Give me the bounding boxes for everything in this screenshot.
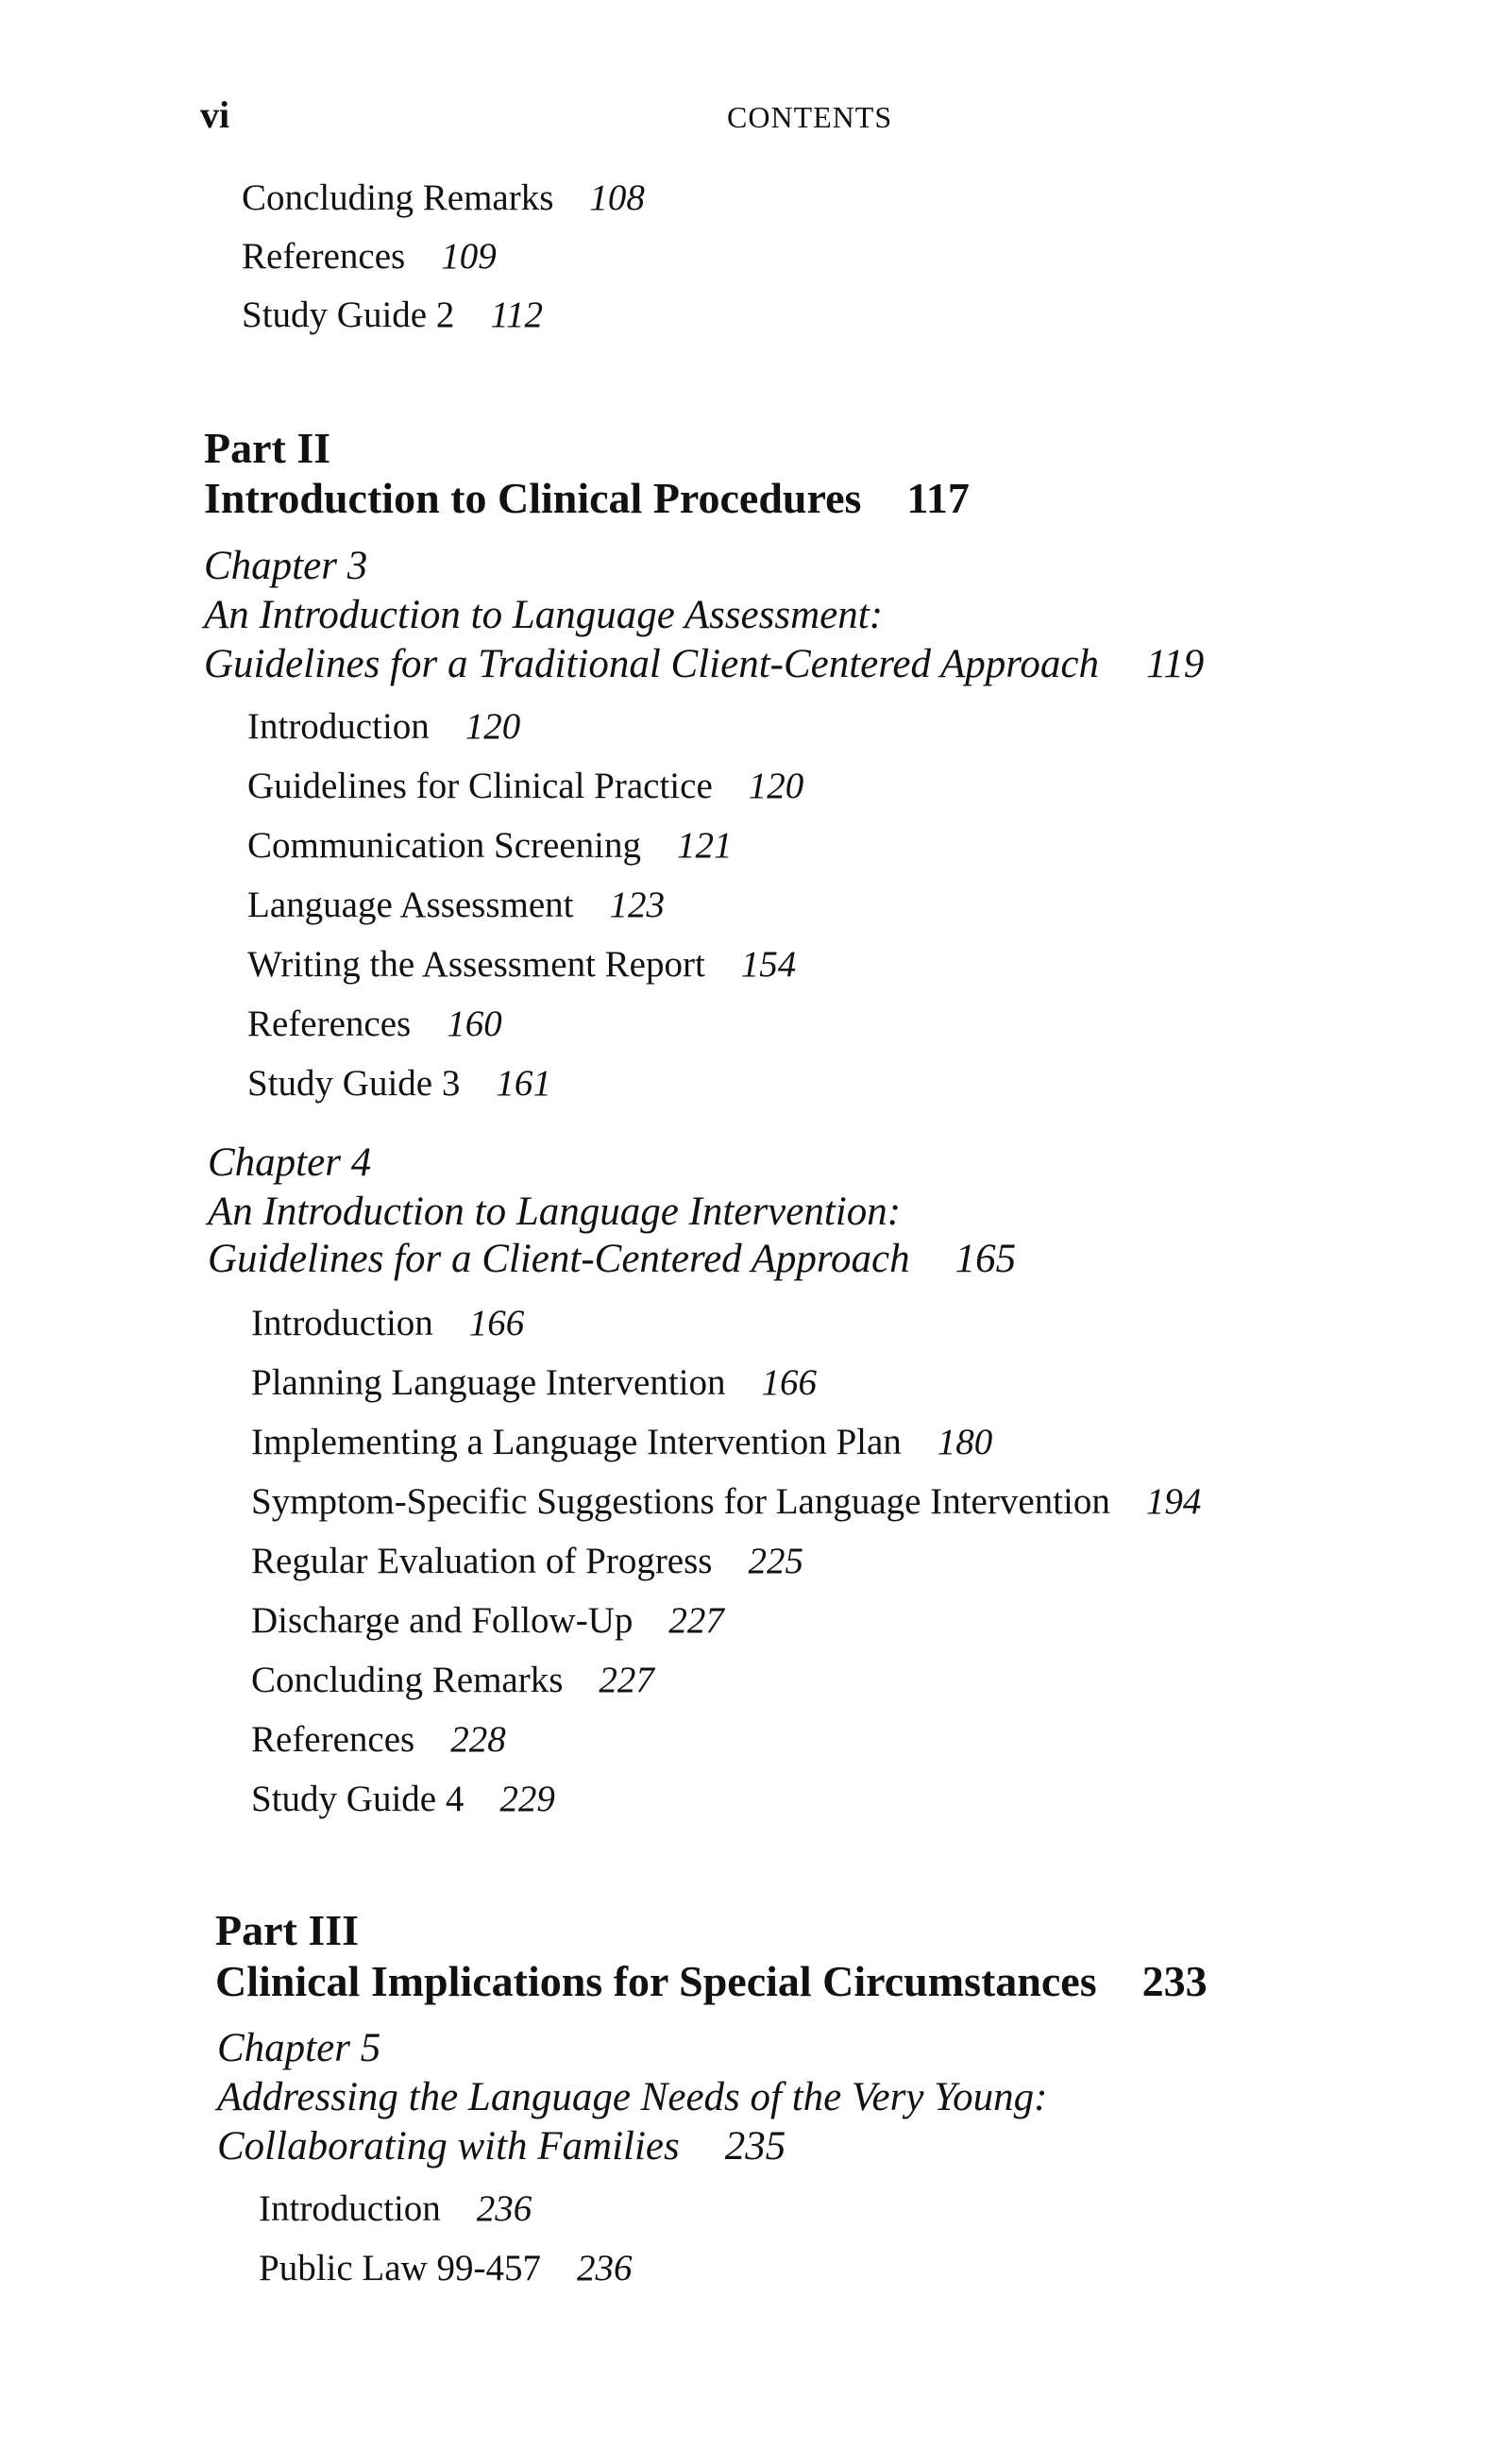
toc-entry: [247, 827, 733, 864]
toc-entry-title: Study Guide 3: [247, 1063, 461, 1104]
toc-entry: [247, 768, 803, 804]
toc-entry-title: Planning Language Intervention: [251, 1362, 726, 1403]
toc-entry-title: Concluding Remarks: [242, 177, 554, 218]
toc-entry-title: Symptom-Specific Suggestions for Language Intervention: [251, 1481, 1110, 1522]
toc-entry: [242, 296, 543, 333]
toc-entry-title: Introduction: [259, 2188, 441, 2229]
toc-entry-title: Discharge and Follow-Up: [251, 1600, 634, 1641]
toc-entry-page: 225: [748, 1541, 803, 1581]
toc-entry-page: 112: [490, 295, 543, 335]
toc-entry-title: Introduction: [247, 706, 430, 747]
toc-entry: [251, 1424, 992, 1460]
toc-entry: [247, 708, 520, 745]
toc-entry-page: 227: [668, 1600, 724, 1641]
toc-entry-page: 121: [677, 825, 733, 866]
part-title-text: Clinical Implications for Special Circumstances: [215, 1957, 1097, 2005]
running-head: [0, 93, 1487, 149]
toc-entry-title: Implementing a Language Intervention Plan: [251, 1422, 902, 1462]
toc-entry-page: 161: [496, 1063, 551, 1104]
toc-entry-title: Public Law 99-457: [259, 2248, 541, 2288]
toc-entry-title: Concluding Remarks: [251, 1660, 564, 1700]
chapter-title-line1: An Introduction to Language Intervention:: [208, 1190, 902, 1234]
toc-entry-title: References: [251, 1719, 415, 1760]
chapter-page: 235: [724, 2124, 786, 2169]
running-head-title: CONTENTS: [727, 100, 893, 134]
toc-entry: [247, 1005, 502, 1042]
toc-entry-page: 227: [599, 1660, 654, 1700]
toc-entry-page: 160: [447, 1004, 502, 1044]
chapter-title-line1: An Introduction to Language Assessment:: [204, 593, 884, 637]
toc-entry-page: 194: [1145, 1481, 1202, 1522]
part-title: [204, 474, 970, 522]
toc-entry-page: 166: [761, 1362, 818, 1403]
part-label: Part II: [204, 424, 331, 472]
toc-entry-page: 123: [609, 885, 666, 925]
chapter-label: Chapter 4: [208, 1140, 372, 1185]
chapter-title-line2: [217, 2126, 786, 2167]
part-page: 117: [906, 474, 970, 522]
toc-entry-title: Study Guide 2: [242, 295, 455, 335]
toc-entry: [242, 179, 645, 216]
part-title-text: Introduction to Clinical Procedures: [204, 474, 862, 522]
toc-entry-page: 236: [576, 2248, 633, 2288]
page-folio: vi: [200, 93, 230, 136]
toc-entry: [251, 1602, 724, 1639]
chapter-label: Chapter 3: [204, 544, 368, 588]
toc-entry-title: Regular Evaluation of Progress: [251, 1541, 713, 1581]
toc-entry-page: 180: [937, 1422, 993, 1462]
toc-entry-title: Introduction: [251, 1303, 433, 1343]
toc-entry: [259, 2250, 632, 2287]
toc-entry: [247, 886, 665, 923]
toc-entry-page: 236: [476, 2188, 532, 2229]
chapter-title-text: Guidelines for a Traditional Client-Centered Approach: [204, 642, 1099, 686]
toc-entry-page: 120: [465, 706, 521, 747]
toc-entry-title: Guidelines for Clinical Practice: [247, 766, 713, 806]
part-title: [215, 1957, 1208, 2005]
toc-entry: [251, 1721, 506, 1758]
chapter-page: 119: [1145, 642, 1205, 686]
toc-entry-title: Communication Screening: [247, 825, 642, 866]
part-page: 233: [1141, 1957, 1208, 2005]
toc-entry: [247, 946, 796, 983]
toc-entry: [242, 238, 497, 275]
toc-entry: [251, 1305, 524, 1342]
toc-entry-title: Study Guide 4: [251, 1779, 465, 1819]
chapter-page: 165: [955, 1237, 1017, 1281]
part-label: Part III: [215, 1906, 360, 1954]
chapter-title-text: Collaborating with Families: [217, 2124, 680, 2169]
toc-entry-page: 154: [740, 944, 797, 985]
toc-entry-page: 166: [468, 1303, 525, 1343]
toc-entry: [251, 1780, 555, 1817]
toc-entry-page: 109: [441, 236, 497, 277]
toc-entry-title: Language Assessment: [247, 885, 574, 925]
toc-entry: [251, 1483, 1201, 1520]
chapter-title-text: Guidelines for a Client-Centered Approach: [208, 1237, 910, 1281]
toc-entry-page: 228: [450, 1719, 506, 1760]
toc-entry: [251, 1364, 817, 1401]
chapter-title-line2: [204, 644, 1204, 684]
toc-entry-title: References: [247, 1004, 412, 1044]
toc-entry-page: 120: [748, 766, 804, 806]
toc-entry: [251, 1543, 803, 1579]
chapter-label: Chapter 5: [217, 2026, 381, 2070]
chapter-title-line2: [208, 1239, 1016, 1279]
toc-entry-title: Writing the Assessment Report: [247, 944, 705, 985]
toc-entry-page: 229: [499, 1779, 555, 1819]
chapter-title-line1: Addressing the Language Needs of the Very Young:: [217, 2075, 1048, 2119]
toc-entry-page: 108: [589, 177, 645, 218]
toc-entry: [259, 2190, 532, 2227]
toc-entry: [251, 1662, 654, 1698]
toc-entry-title: References: [242, 236, 406, 277]
toc-entry: [247, 1065, 551, 1102]
